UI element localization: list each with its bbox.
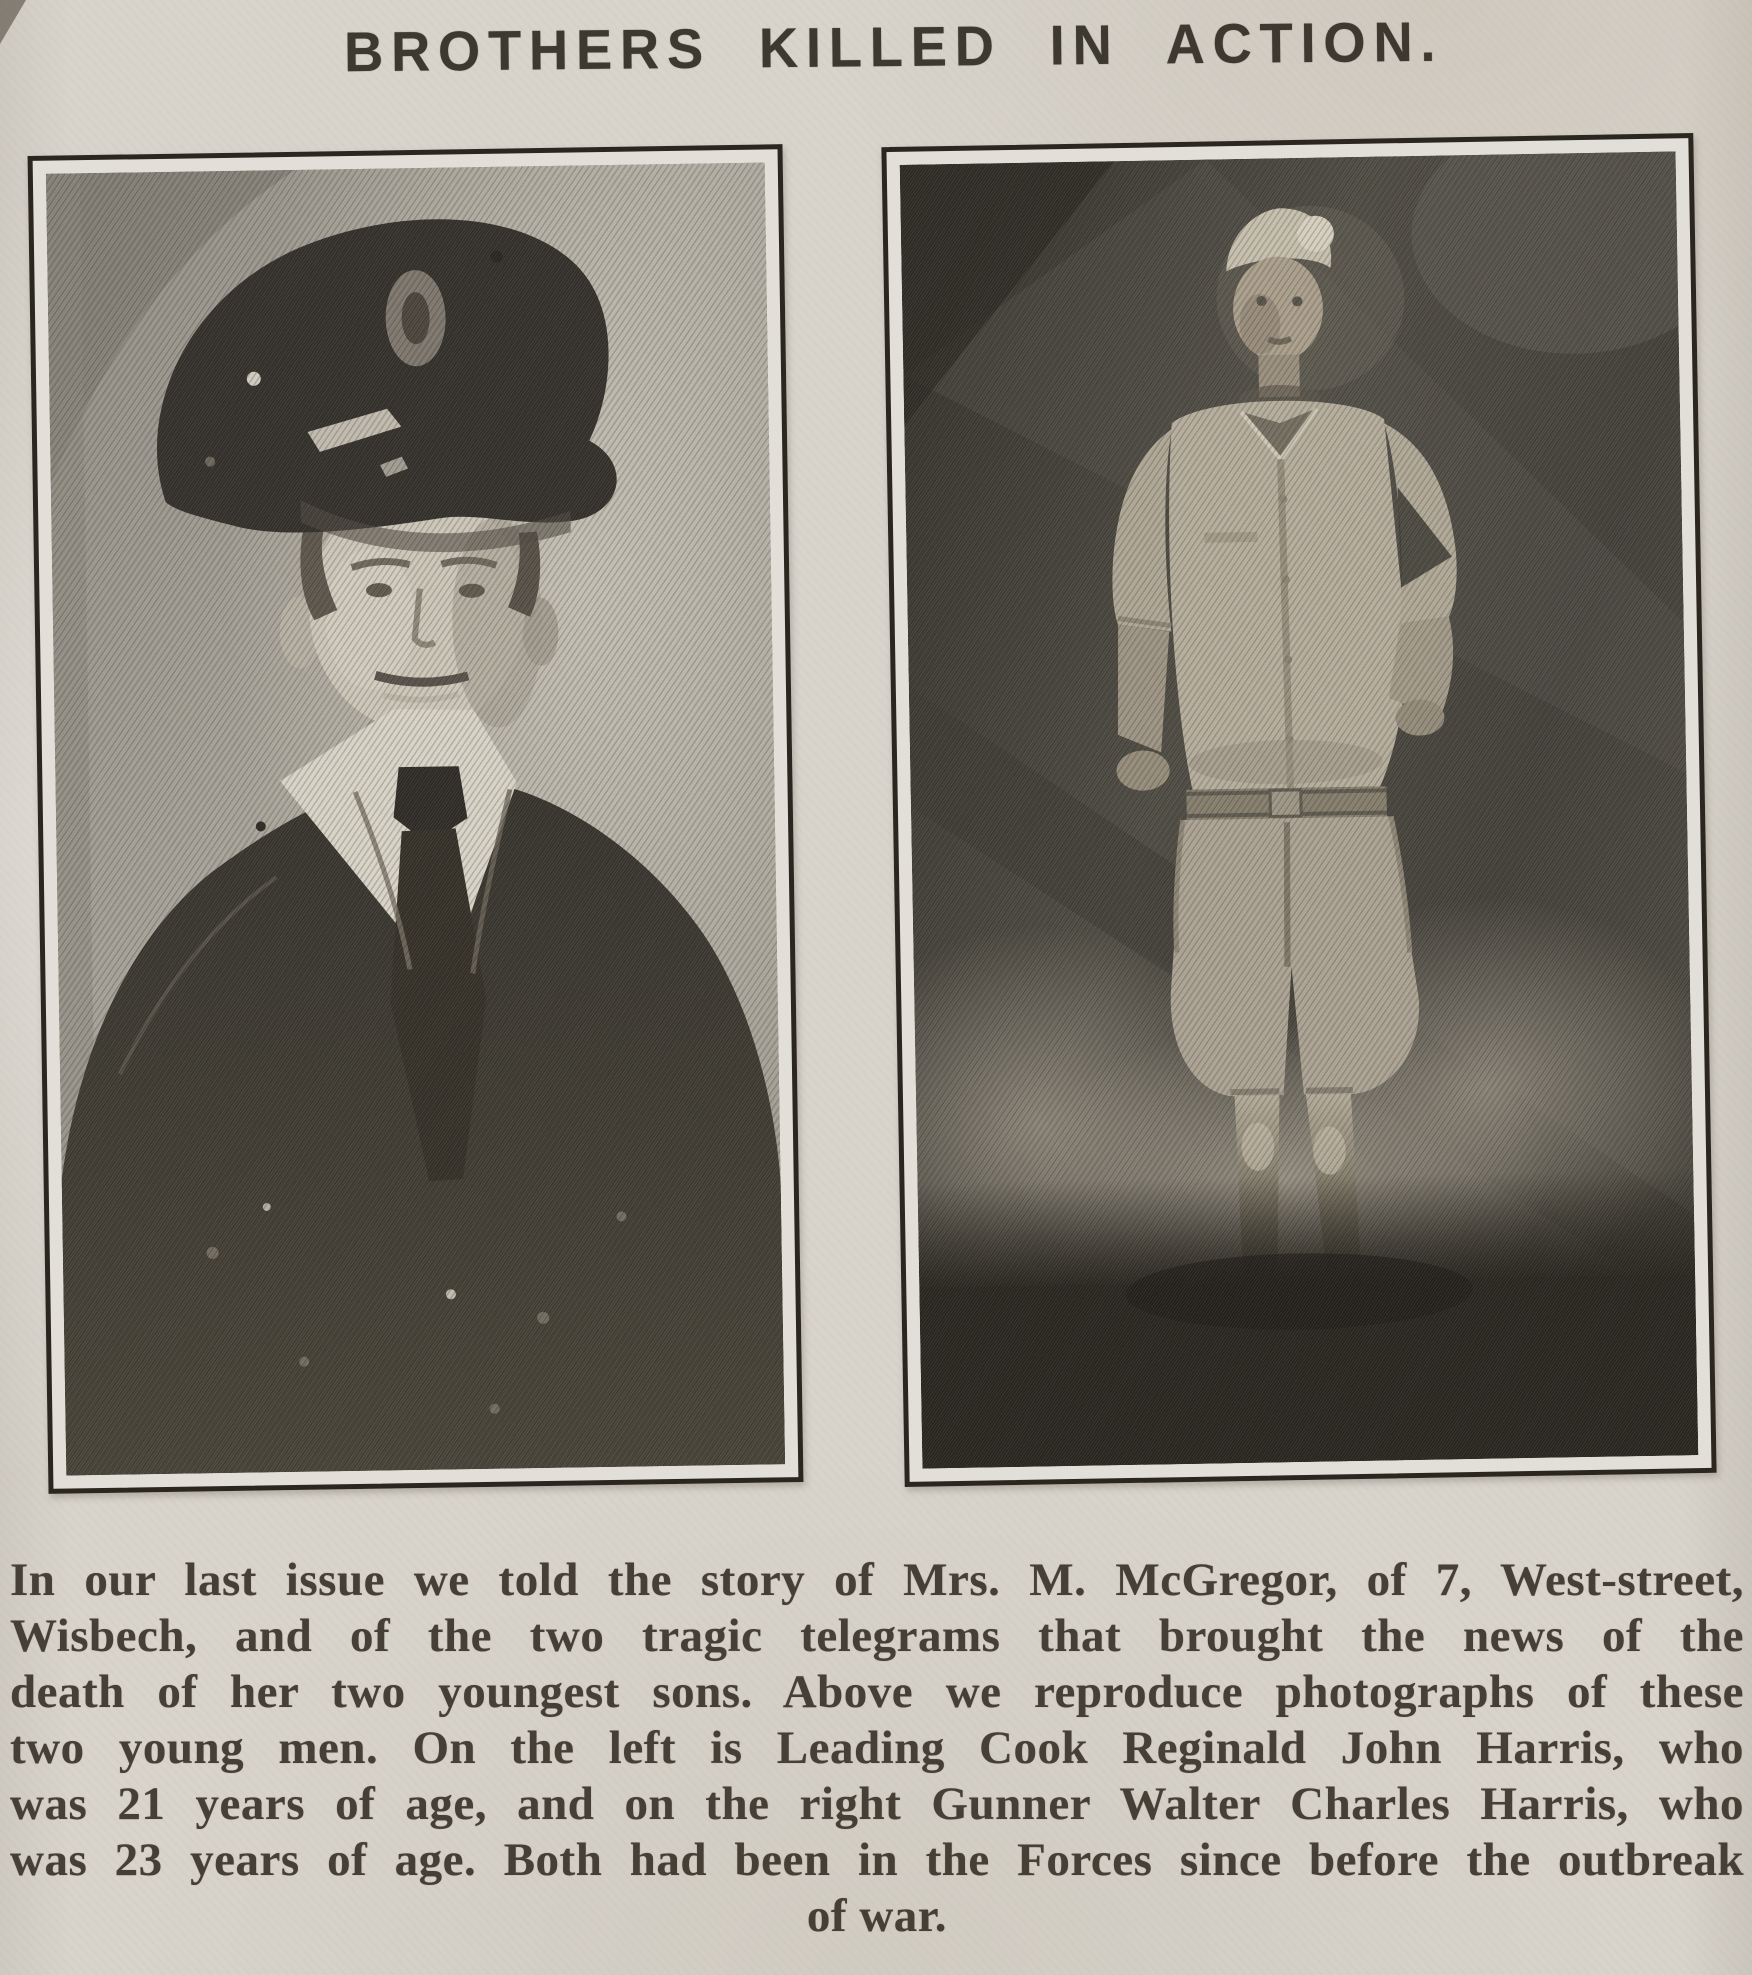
photo-right-image (900, 151, 1699, 1468)
headline (0, 9, 1752, 84)
caption-line: In our last issue we told the story of Mrs. M. McGregor, of 7, West-street, (10, 1554, 1744, 1606)
caption (10, 1552, 1744, 1944)
photo-left-image (46, 162, 785, 1475)
photo-frame-left (28, 144, 804, 1494)
caption-line: Wisbech, and of the two tragic telegrams that brought the news of the (10, 1610, 1744, 1662)
caption-line-last: of war. (806, 1890, 948, 1942)
caption-line: was 23 years of age. Both had been in the Forces since before the outbreak (10, 1834, 1744, 1886)
caption-line: death of her two youngest sons. Above we reproduce photographs of these (10, 1666, 1744, 1718)
photo-left (46, 162, 785, 1475)
caption-line: was 21 years of age, and on the right Gunner Walter Charles Harris, who (10, 1778, 1744, 1830)
caption-line: two young men. On the left is Leading Cook Reginald John Harris, who (10, 1722, 1744, 1774)
headline-text: BROTHERS KILLED IN ACTION. (344, 9, 1444, 84)
photo-right (900, 151, 1699, 1468)
photo-frame-right (881, 133, 1716, 1487)
